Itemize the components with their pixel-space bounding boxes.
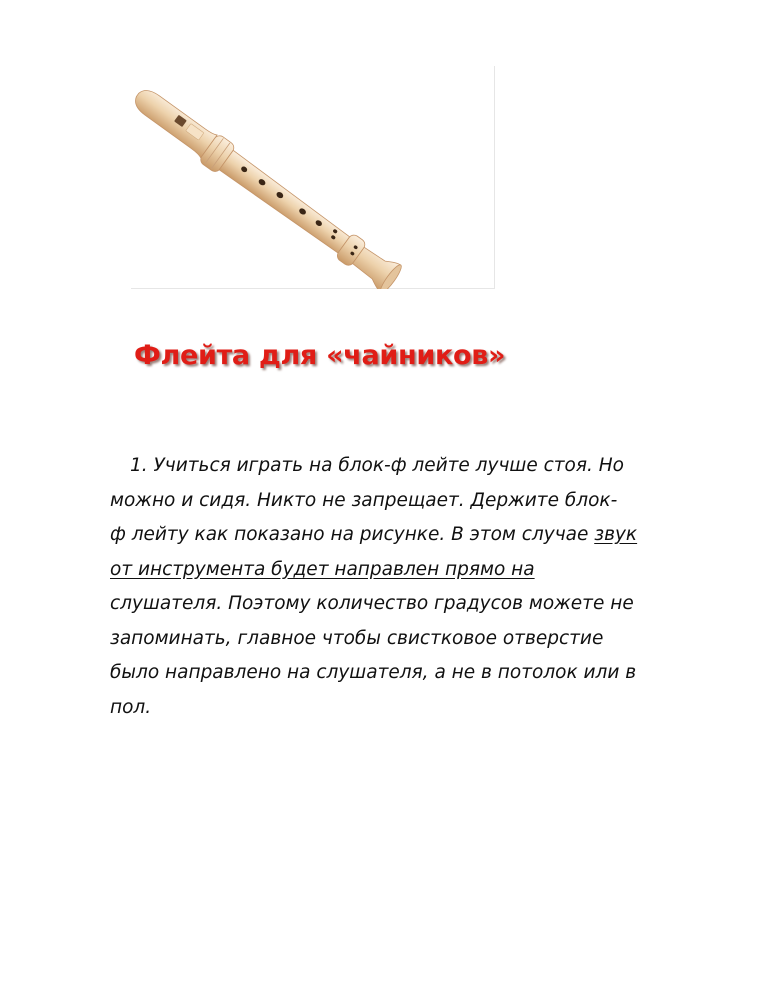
paragraph-text: ф лейту как показано на рисунке. В этом случае [110, 524, 595, 545]
underlined-text: звук [594, 524, 638, 545]
paragraph-line [110, 518, 722, 553]
page-title: Флейта для «чайников» [134, 340, 506, 371]
paragraph-line: пол. [110, 696, 152, 718]
paragraph-line: 1. Учиться играть на блок-ф лейте лучше стоя. Но [130, 455, 624, 476]
recorder-image [131, 66, 495, 289]
paragraph-line [110, 553, 722, 588]
underlined-text: от инструмента будет направлен прямо на [110, 558, 535, 580]
paragraph-line: слушателя. Поэтому количество градусов можете не [110, 593, 634, 614]
paragraph-line: можно и сидя. Никто не запрещает. Держите блок- [110, 489, 618, 511]
paragraph-line: было направлено на слушателя, а не в потолок или в [110, 662, 637, 683]
instruction-paragraph [110, 449, 722, 725]
paragraph-line: запоминать, главное чтобы свистковое отверстие [110, 627, 604, 649]
recorder-flute-icon [131, 66, 495, 289]
